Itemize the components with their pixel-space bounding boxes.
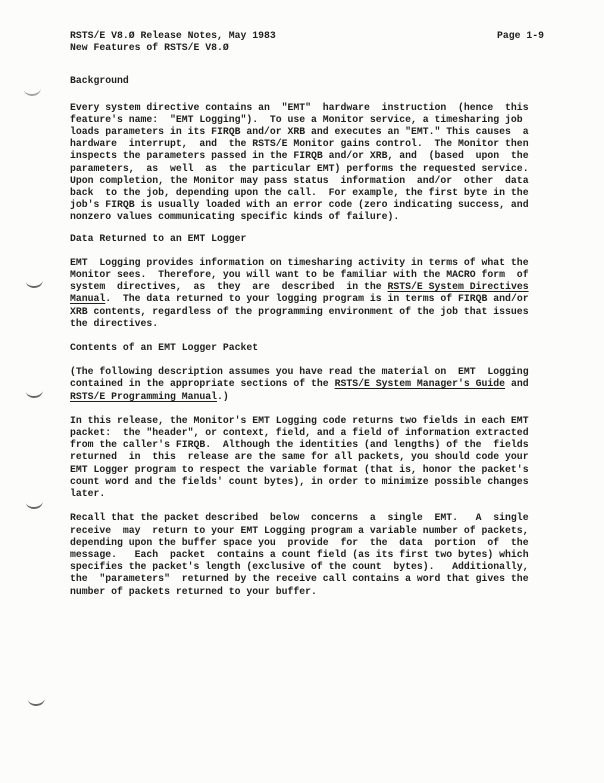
document-subtitle: New Features of RSTS/E V8.Ø (70, 42, 229, 54)
text-line (70, 281, 544, 293)
text-line (70, 586, 544, 598)
paragraph (70, 257, 544, 330)
text-line (70, 114, 544, 126)
scan-artifact (28, 697, 46, 706)
page-content (70, 30, 544, 598)
text-line (70, 306, 544, 318)
text-segment: the directives. (70, 317, 159, 329)
paragraph (70, 415, 544, 500)
page-header (70, 30, 544, 54)
section-heading: Data Returned to an EMT Logger (70, 232, 247, 244)
text-segment: loads parameters in its FIRQB and/or XRB and executes an "EMT." This causes a (70, 126, 529, 138)
text-segment: count word and the fields' count bytes), in order to minimize possible changes (70, 475, 529, 487)
underlined-manual-title: RSTS/E Programming Manual (70, 390, 217, 402)
paragraph (70, 366, 544, 403)
text-segment: contained in the appropriate sections of the (70, 378, 335, 390)
text-segment: nonzero values communicating specific kinds of failure). (70, 211, 400, 223)
text-line (70, 525, 544, 537)
text-line (70, 138, 544, 150)
text-segment: inspects the parameters passed in the FIRQB and/or XRB, and (based upon the (70, 150, 529, 162)
text-line (70, 427, 544, 439)
text-line (70, 269, 544, 281)
text-segment: number of packets returned to your buffer. (70, 585, 317, 597)
scan-artifact (26, 500, 44, 509)
text-line (70, 102, 544, 114)
text-segment: job's FIRQB is usually loaded with an error code (zero indicating success, and (70, 199, 529, 211)
text-line (70, 163, 544, 175)
text-segment: packet: the "header", or context, field, and a field of information extracted (70, 427, 529, 439)
text-segment: from the caller's FIRQB. Although the identities (and lengths) of the fields (70, 439, 529, 451)
text-line (70, 211, 544, 223)
text-line (70, 187, 544, 199)
text-line (70, 415, 544, 427)
document-title: RSTS/E V8.Ø Release Notes, May 1983 (70, 30, 276, 41)
text-line (70, 175, 544, 187)
text-line (70, 199, 544, 211)
text-line (70, 488, 544, 500)
text-segment: receive may return to your EMT Logging program a variable number of packets, (70, 524, 529, 536)
document-body (70, 75, 544, 597)
text-segment: and (505, 378, 529, 390)
scan-artifact (24, 87, 42, 96)
text-segment: depending upon the buffer space you provide for the data portion of the (70, 536, 529, 548)
underlined-manual-title: RSTS/E System Manager's Guide (334, 378, 506, 390)
text-line (70, 537, 544, 549)
text-line (70, 126, 544, 138)
text-segment: later. (70, 488, 106, 500)
text-line (70, 561, 544, 573)
text-segment: system directives, as they are described in the (70, 281, 388, 293)
text-segment: message. Each packet contains a count field (as its first two bytes) which (70, 548, 529, 560)
text-line (70, 512, 544, 524)
text-segment: . The data returned to your logging program is in terms of FIRQB and/or (105, 293, 529, 305)
underlined-manual-title: Manual (70, 293, 106, 305)
text-segment: Recall that the packet described below concerns a single EMT. A single (70, 512, 529, 524)
text-line (70, 257, 544, 269)
scan-artifact (26, 389, 44, 398)
page-number: Page 1-9 (496, 30, 544, 41)
text-segment: the "parameters" returned by the receive call contains a word that gives the (70, 573, 529, 585)
text-segment: hardware interrupt, and the RSTS/E Monitor gains control. The Monitor then (70, 138, 529, 150)
section-heading: Background (70, 75, 129, 87)
text-segment: EMT Logger program to respect the variable format (that is, honor the packet's (70, 463, 529, 475)
section-heading: Contents of an EMT Logger Packet (70, 342, 259, 354)
text-line (70, 549, 544, 561)
text-segment: returned in this release are the same for all packets, you should code your (70, 451, 529, 463)
underlined-manual-title: RSTS/E System Directives (387, 281, 529, 293)
text-line (70, 439, 544, 451)
paragraph (70, 512, 544, 597)
text-line (70, 476, 544, 488)
text-line (70, 318, 544, 330)
text-segment: Monitor sees. Therefore, you will want to be familiar with the MACRO form of (70, 269, 529, 281)
text-line (70, 391, 544, 403)
text-segment: (The following description assumes you have read the material on EMT Logging (70, 366, 529, 378)
section-background (70, 75, 544, 223)
section-contents-of-an-emt-logger-packet (70, 342, 544, 598)
section-data-returned-to-an-emt-logger (70, 233, 544, 330)
text-segment: .) (216, 390, 229, 402)
text-line (70, 451, 544, 463)
paragraph (70, 102, 544, 224)
text-line (70, 293, 544, 305)
text-line (70, 150, 544, 162)
text-line (70, 573, 544, 585)
text-segment: Upon completion, the Monitor may pass status information and/or other data (70, 174, 529, 186)
text-segment: Every system directive contains an "EMT" hardware instruction (hence this (70, 101, 529, 113)
text-line (70, 366, 544, 378)
text-segment: XRB contents, regardless of the programming environment of the job that issues (70, 305, 529, 317)
text-segment: parameters, as well as the particular EMT) performs the requested service. (70, 162, 529, 174)
text-line (70, 378, 544, 390)
text-line (70, 464, 544, 476)
text-segment: specifies the packet's length (exclusive of the count bytes). Additionally, (70, 561, 529, 573)
text-segment: feature's name: "EMT Logging"). To use a Monitor service, a timesharing job (70, 113, 523, 125)
text-segment: In this release, the Monitor's EMT Logging code returns two fields in each EMT (70, 414, 529, 426)
text-segment: EMT Logging provides information on timesharing activity in terms of what the (70, 256, 529, 268)
scan-artifact (26, 279, 44, 288)
text-segment: back to the job, depending upon the call. For example, the first byte in the (70, 187, 529, 199)
